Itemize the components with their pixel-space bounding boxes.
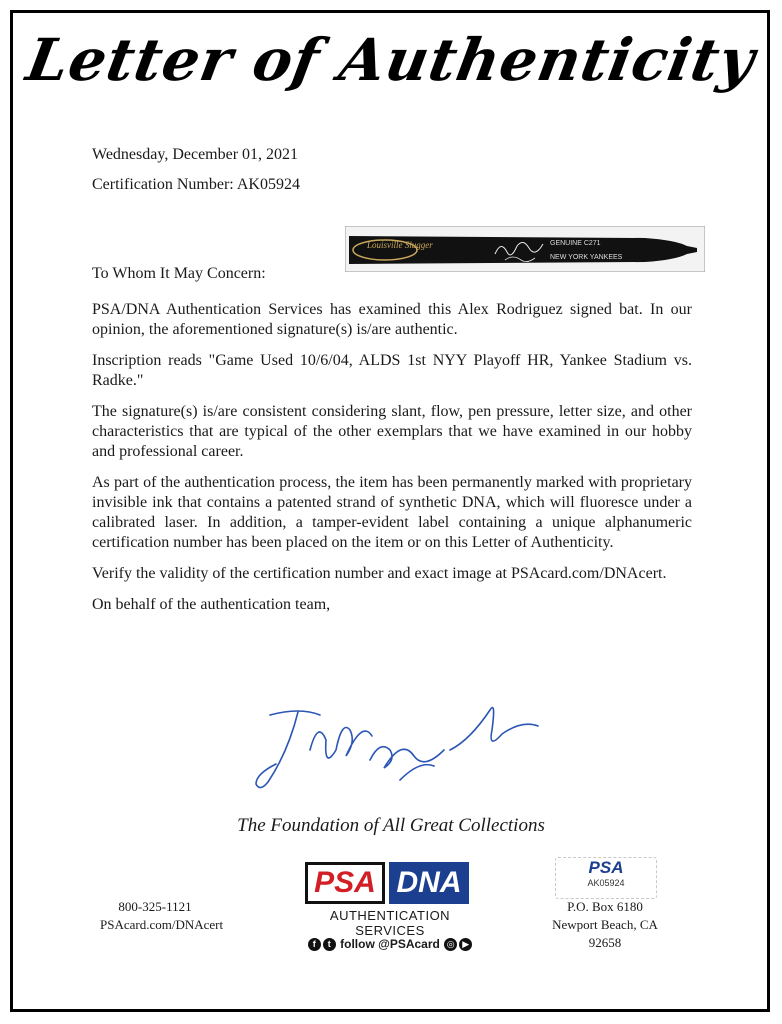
- sticker-number: AK05924: [587, 878, 625, 888]
- social-follow: [300, 937, 480, 951]
- phone-number: 800-325-1121: [118, 899, 192, 914]
- letter-body: [92, 300, 692, 626]
- paragraph: PSA/DNA Authentication Services has examined this Alex Rodriguez signed bat. In our opinion, the aforementioned signature(s) is/are authentic.: [92, 301, 692, 338]
- follow-text[interactable]: follow @PSAcard: [340, 937, 440, 951]
- authenticator-signature: [250, 690, 540, 800]
- contact-right: [535, 898, 675, 952]
- po-box: P.O. Box 6180: [567, 899, 643, 914]
- instagram-icon[interactable]: ◎: [444, 938, 457, 951]
- letter-date: Wednesday, December 01, 2021: [92, 146, 299, 163]
- contact-left: [100, 898, 224, 934]
- bat-team: NEW YORK YANKEES: [550, 254, 623, 261]
- paragraph: On behalf of the authentication team,: [92, 596, 331, 613]
- logo-subtitle: AUTHENTICATION SERVICES: [329, 908, 451, 938]
- sticker-logo: PSA: [588, 858, 624, 877]
- paragraph: Verify the validity of the certification number and exact image at PSAcard.com/DNAcert.: [92, 565, 667, 582]
- greeting: To Whom It May Concern:: [92, 265, 266, 282]
- paragraph: The signature(s) is/are consistent considering slant, flow, pen pressure, letter size, and other characteristics that are typical of the other exemplars that we have examined in our hobby and professional career.: [92, 403, 692, 460]
- city-address: Newport Beach, CA 92658: [552, 917, 658, 950]
- bat-image: [345, 226, 705, 272]
- paragraph: Inscription reads "Game Used 10/6/04, ALDS 1st NYY Playoff HR, Yankee Stadium vs. Radke.": [92, 352, 692, 389]
- website-link[interactable]: PSAcard.com/DNAcert: [100, 917, 224, 932]
- psa-logo-mark: PSA: [305, 862, 385, 904]
- bat-brand: Louisville Slugger: [367, 240, 433, 250]
- psa-cert-sticker: [555, 857, 657, 899]
- paragraph: As part of the authentication process, the item has been permanently marked with proprietary invisible ink that contains a patented strand of synthetic DNA, which will fluoresce under a calibrated laser. In addition, a tamper-evident label containing a unique alphanumeric certification number has been placed on the item or on this Letter of Authenticity.: [92, 474, 692, 551]
- twitter-icon[interactable]: t: [323, 938, 336, 951]
- psa-dna-logo: [305, 862, 475, 938]
- tagline: The Foundation of All Great Collections: [237, 815, 545, 836]
- certification-number: Certification Number: AK05924: [92, 176, 300, 193]
- dna-logo-mark: DNA: [389, 862, 469, 904]
- letter-title: Letter of Authenticity: [21, 26, 761, 94]
- bat-model: GENUINE C271: [550, 240, 601, 247]
- youtube-icon[interactable]: ▶: [459, 938, 472, 951]
- facebook-icon[interactable]: f: [308, 938, 321, 951]
